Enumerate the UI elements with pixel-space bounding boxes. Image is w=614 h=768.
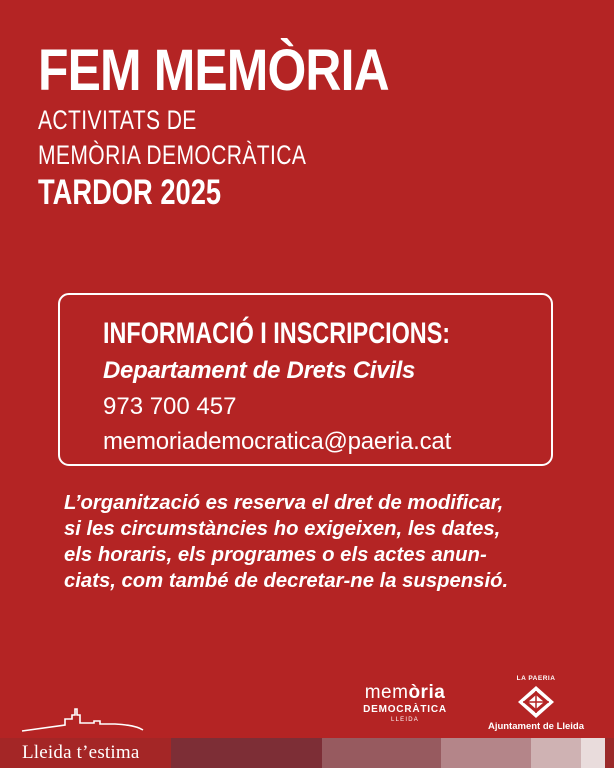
notice-line: si les circumstàncies ho exigeixen, les dates,	[64, 518, 501, 540]
memoria-logo-text-b: òria	[408, 682, 446, 703]
department-name: Departament de Drets Civils	[103, 357, 416, 384]
footer-swatch	[171, 738, 322, 768]
footer-swatch	[322, 738, 441, 768]
footer-swatch	[581, 738, 605, 768]
memoria-democratica-logo	[357, 683, 453, 723]
disclaimer-notice	[64, 490, 564, 594]
paeria-shield-icon	[517, 685, 555, 719]
subtitle-line-1: ACTIVITATS DE	[38, 105, 197, 135]
footer-swatch	[605, 738, 614, 768]
lleida-skyline-icon	[20, 705, 145, 733]
footer-swatch	[531, 738, 581, 768]
info-box	[58, 293, 553, 466]
ajuntament-name: Ajuntament de Lleida	[487, 720, 585, 732]
memoria-logo-city: LLEIDA	[391, 717, 419, 723]
season-label: TARDOR 2025	[38, 173, 222, 212]
footer-swatch	[441, 738, 531, 768]
phone-number[interactable]: 973 700 457	[103, 393, 237, 420]
notice-line: ciats, com també de decretar-ne la suspensió.	[64, 570, 509, 592]
page-title: FEM MEMÒRIA	[38, 38, 389, 103]
ajuntament-lleida-logo	[480, 676, 592, 731]
info-heading: INFORMACIÓ I INSCRIPCIONS:	[103, 317, 451, 350]
email-link[interactable]: memoriademocratica@paeria.cat	[103, 428, 452, 455]
memoria-logo-sub: DEMOCRÀTICA	[363, 704, 447, 715]
notice-line: L’organització es reserva el dret de modificar,	[64, 492, 504, 514]
memoria-logo-text-a: mem	[364, 682, 409, 703]
lleida-slogan: Lleida t’estima	[0, 738, 171, 768]
paeria-label: LA PAERIA	[516, 675, 556, 682]
subtitle-line-2: MEMÒRIA DEMOCRÀTICA	[38, 140, 307, 170]
notice-line: els horaris, els programes o els actes anun-	[64, 544, 487, 566]
